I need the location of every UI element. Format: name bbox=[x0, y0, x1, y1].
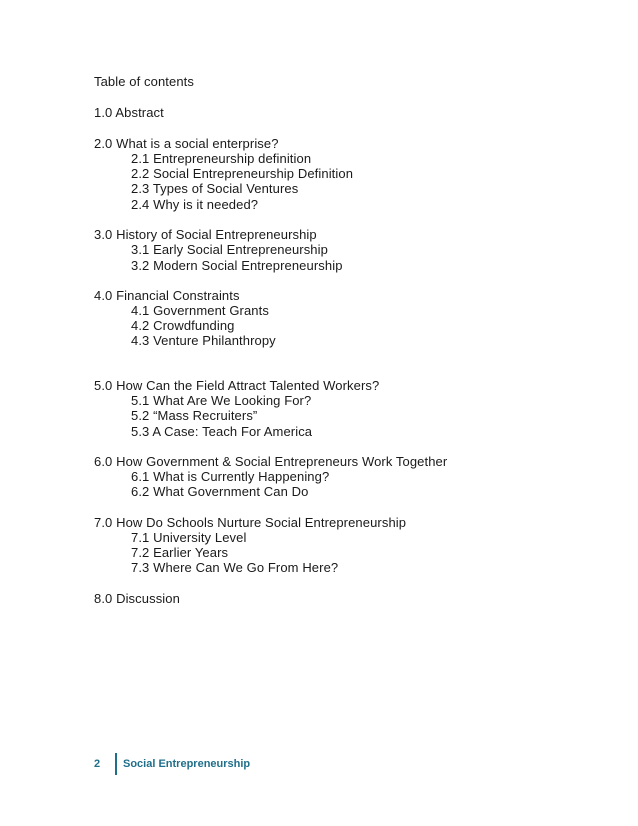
toc-entry-5-2: 5.2 “Mass Recruiters” bbox=[131, 408, 258, 423]
toc-entry-2-4: 2.4 Why is it needed? bbox=[131, 197, 259, 212]
toc-entry-3-2: 3.2 Modern Social Entrepreneurship bbox=[131, 258, 343, 273]
toc-entry-5-1: 5.1 What Are We Looking For? bbox=[131, 393, 312, 408]
footer-divider bbox=[115, 753, 117, 775]
toc-entry-1-0: 1.0 Abstract bbox=[94, 105, 164, 120]
toc-entry-6-2: 6.2 What Government Can Do bbox=[131, 484, 309, 499]
toc-entry-2-2: 2.2 Social Entrepreneurship Definition bbox=[131, 166, 354, 181]
toc-entry-4-0: 4.0 Financial Constraints bbox=[94, 288, 240, 303]
toc-entry-8-0: 8.0 Discussion bbox=[94, 591, 180, 606]
toc-entry-3-0: 3.0 History of Social Entrepreneurship bbox=[94, 227, 317, 242]
running-title: Social Entrepreneurship bbox=[123, 758, 251, 770]
toc-entry-3-1: 3.1 Early Social Entrepreneurship bbox=[131, 242, 328, 257]
toc-entry-7-3: 7.3 Where Can We Go From Here? bbox=[131, 560, 339, 575]
toc-entry-5-0: 5.0 How Can the Field Attract Talented Workers? bbox=[94, 378, 380, 393]
toc-entry-6-0: 6.0 How Government & Social Entrepreneurs Work Together bbox=[94, 454, 448, 469]
toc-title: Table of contents bbox=[94, 74, 194, 89]
toc-entry-2-0: 2.0 What is a social enterprise? bbox=[94, 136, 279, 151]
page-number: 2 bbox=[94, 758, 101, 770]
toc-entry-4-3: 4.3 Venture Philanthropy bbox=[131, 333, 276, 348]
toc-entry-7-0: 7.0 How Do Schools Nurture Social Entrepreneurship bbox=[94, 515, 407, 530]
toc-entry-7-2: 7.2 Earlier Years bbox=[131, 545, 229, 560]
toc-entry-4-2: 4.2 Crowdfunding bbox=[131, 318, 235, 333]
toc-entry-4-1: 4.1 Government Grants bbox=[131, 303, 269, 318]
page-footer bbox=[94, 753, 250, 775]
toc-entry-7-1: 7.1 University Level bbox=[131, 530, 247, 545]
toc-entry-6-1: 6.1 What is Currently Happening? bbox=[131, 469, 330, 484]
toc-entry-2-3: 2.3 Types of Social Ventures bbox=[131, 181, 299, 196]
toc-entry-2-1: 2.1 Entrepreneurship definition bbox=[131, 151, 312, 166]
toc-entry-5-3: 5.3 A Case: Teach For America bbox=[131, 424, 313, 439]
